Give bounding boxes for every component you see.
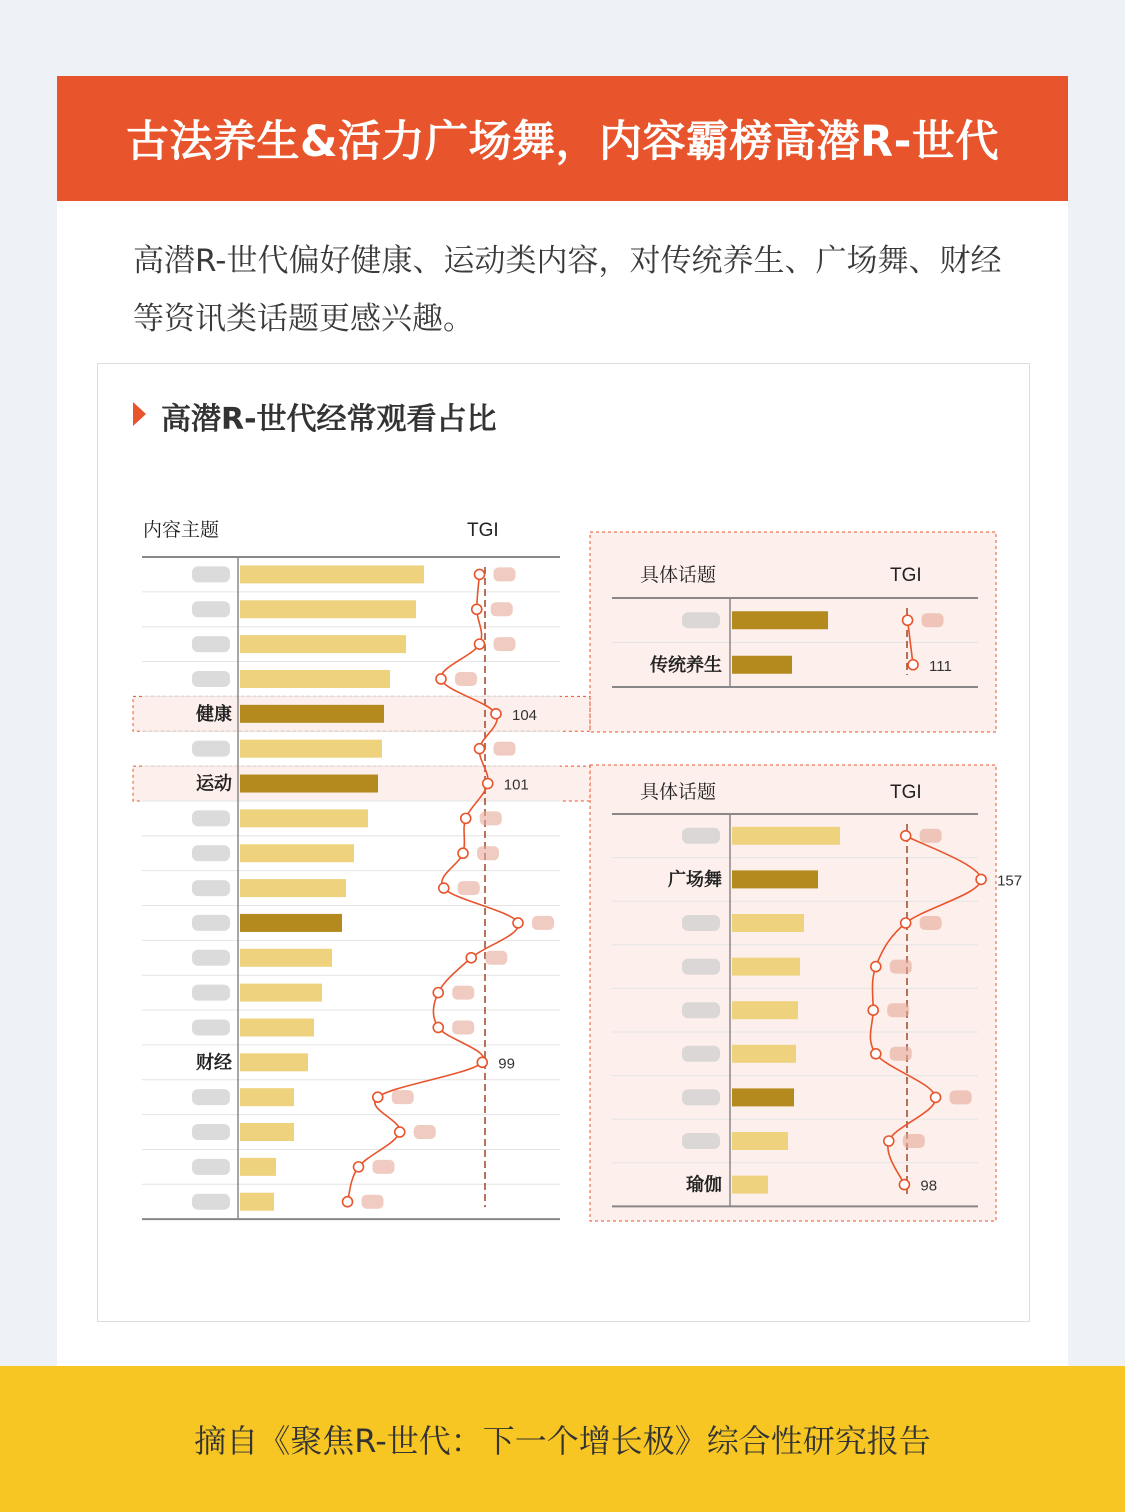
- blurred-tgi-label: [373, 1160, 395, 1174]
- bar: [240, 775, 378, 793]
- blurred-label: [682, 1133, 720, 1149]
- category-label: 财经: [196, 1052, 232, 1073]
- blurred-tgi-label: [922, 613, 944, 627]
- blurred-tgi-label: [414, 1125, 436, 1139]
- tgi-point: [461, 813, 471, 823]
- tgi-point: [513, 918, 523, 928]
- tgi-point: [899, 1180, 909, 1190]
- bar: [240, 705, 384, 723]
- blurred-label: [682, 828, 720, 844]
- category-label: 广场舞: [668, 869, 722, 890]
- tgi-value-label: 99: [498, 1055, 515, 1073]
- tgi-point: [475, 569, 485, 579]
- blurred-label: [192, 1159, 230, 1175]
- bar: [732, 870, 818, 888]
- bar: [240, 1193, 274, 1211]
- blurred-tgi-label: [494, 637, 516, 651]
- bar: [240, 844, 354, 862]
- blurred-label: [192, 741, 230, 757]
- bar: [732, 1001, 798, 1019]
- blurred-tgi-label: [887, 1003, 909, 1017]
- chart-panel-title: 高潜R-世代经常观看占比: [161, 402, 497, 437]
- blurred-label: [682, 1046, 720, 1062]
- blurred-tgi-label: [890, 1047, 912, 1061]
- tgi-point: [868, 1005, 878, 1015]
- tgi-point: [901, 918, 911, 928]
- blurred-tgi-label: [532, 916, 554, 930]
- blurred-tgi-label: [477, 846, 499, 860]
- tgi-value-label: 104: [512, 706, 538, 724]
- bar: [240, 565, 424, 583]
- bar: [240, 635, 406, 653]
- bar: [732, 1176, 768, 1194]
- blurred-label: [192, 566, 230, 582]
- blurred-tgi-label: [455, 672, 477, 686]
- blurred-label: [192, 880, 230, 896]
- column-header-topic: 具体话题: [640, 782, 717, 803]
- bar: [240, 949, 332, 967]
- bar: [240, 1053, 308, 1071]
- bar: [240, 879, 346, 897]
- blurred-label: [682, 959, 720, 975]
- category-label: 传统养生: [650, 654, 722, 675]
- blurred-label: [192, 985, 230, 1001]
- tgi-point: [908, 660, 918, 670]
- blurred-tgi-label: [392, 1090, 414, 1104]
- bar: [240, 600, 416, 618]
- bar: [732, 611, 828, 629]
- column-header-tgi: TGI: [890, 782, 922, 803]
- tgi-point: [458, 848, 468, 858]
- tgi-point: [466, 953, 476, 963]
- blurred-label: [192, 601, 230, 617]
- tgi-point: [871, 962, 881, 972]
- bar: [240, 740, 382, 758]
- tgi-value-label: 111: [929, 657, 952, 675]
- bar: [732, 1132, 788, 1150]
- page-title: 古法养生&活力广场舞，内容霸榜高潜R-世代: [126, 117, 999, 167]
- blurred-label: [192, 845, 230, 861]
- blurred-tgi-label: [890, 960, 912, 974]
- tgi-point: [884, 1136, 894, 1146]
- bar: [732, 1045, 796, 1063]
- tgi-value-label: 98: [920, 1177, 938, 1195]
- blurred-tgi-label: [494, 567, 516, 581]
- bar: [732, 914, 804, 932]
- tgi-point: [439, 883, 449, 893]
- tgi-line: [348, 574, 519, 1201]
- bar: [240, 670, 390, 688]
- bar: [240, 984, 322, 1002]
- tgi-point: [354, 1162, 364, 1172]
- source-note: 摘自《聚焦R-世代：下一个增长极》综合性研究报告: [194, 1422, 931, 1460]
- column-header-tgi: TGI: [890, 565, 922, 586]
- topic-panel-1: [590, 532, 996, 732]
- tgi-point: [477, 1057, 487, 1067]
- tgi-point: [436, 674, 446, 684]
- tgi-value-label: 101: [503, 776, 529, 794]
- blurred-tgi-label: [920, 829, 942, 843]
- blurred-tgi-label: [480, 811, 502, 825]
- blurred-tgi-label: [903, 1134, 925, 1148]
- blurred-label: [682, 612, 720, 628]
- column-header-topic: 具体话题: [640, 565, 717, 586]
- tgi-point: [433, 1022, 443, 1032]
- blurred-label: [682, 1002, 720, 1018]
- tgi-point: [373, 1092, 383, 1102]
- blurred-label: [192, 1089, 230, 1105]
- category-label: 运动: [196, 773, 232, 794]
- tgi-point: [976, 874, 986, 884]
- blurred-label: [192, 1124, 230, 1140]
- blurred-label: [192, 1019, 230, 1035]
- tgi-point: [901, 831, 911, 841]
- bar: [732, 656, 792, 674]
- bar: [240, 809, 368, 827]
- blurred-tgi-label: [491, 602, 513, 616]
- blurred-label: [192, 810, 230, 826]
- blurred-tgi-label: [950, 1090, 972, 1104]
- bar: [240, 1123, 294, 1141]
- blurred-label: [192, 636, 230, 652]
- blurred-label: [682, 1089, 720, 1105]
- tgi-point: [491, 709, 501, 719]
- blurred-tgi-label: [362, 1195, 384, 1209]
- tgi-value-label: 157: [997, 872, 1023, 890]
- blurred-label: [192, 915, 230, 931]
- tgi-point: [472, 604, 482, 614]
- intro-text: 高潜R-世代偏好健康、运动类内容，对传统养生、广场舞、财经等资讯类话题更感兴趣。: [133, 243, 1002, 337]
- bar: [240, 1088, 294, 1106]
- tgi-point: [343, 1197, 353, 1207]
- tgi-point: [483, 779, 493, 789]
- blurred-tgi-label: [458, 881, 480, 895]
- footer-banner: [0, 1366, 1125, 1512]
- blurred-label: [192, 1194, 230, 1210]
- tgi-point: [475, 744, 485, 754]
- blurred-tgi-label: [494, 742, 516, 756]
- bar: [732, 827, 840, 845]
- column-header-tgi: TGI: [467, 520, 499, 541]
- blurred-label: [192, 671, 230, 687]
- category-label: 健康: [196, 703, 232, 724]
- bar: [732, 1088, 794, 1106]
- bar: [240, 1018, 314, 1036]
- category-label: 瑜伽: [686, 1174, 722, 1195]
- tgi-point: [395, 1127, 405, 1137]
- tgi-point: [931, 1092, 941, 1102]
- blurred-label: [682, 915, 720, 931]
- bar: [240, 1158, 276, 1176]
- column-header-topic: 内容主题: [143, 520, 220, 541]
- tgi-point: [475, 639, 485, 649]
- blurred-tgi-label: [485, 951, 507, 965]
- blurred-tgi-label: [452, 1020, 474, 1034]
- blurred-tgi-label: [920, 916, 942, 930]
- bar: [732, 958, 800, 976]
- blurred-tgi-label: [452, 986, 474, 1000]
- tgi-point: [871, 1049, 881, 1059]
- tgi-point: [433, 988, 443, 998]
- tgi-point: [903, 615, 913, 625]
- bar: [240, 914, 342, 932]
- blurred-label: [192, 950, 230, 966]
